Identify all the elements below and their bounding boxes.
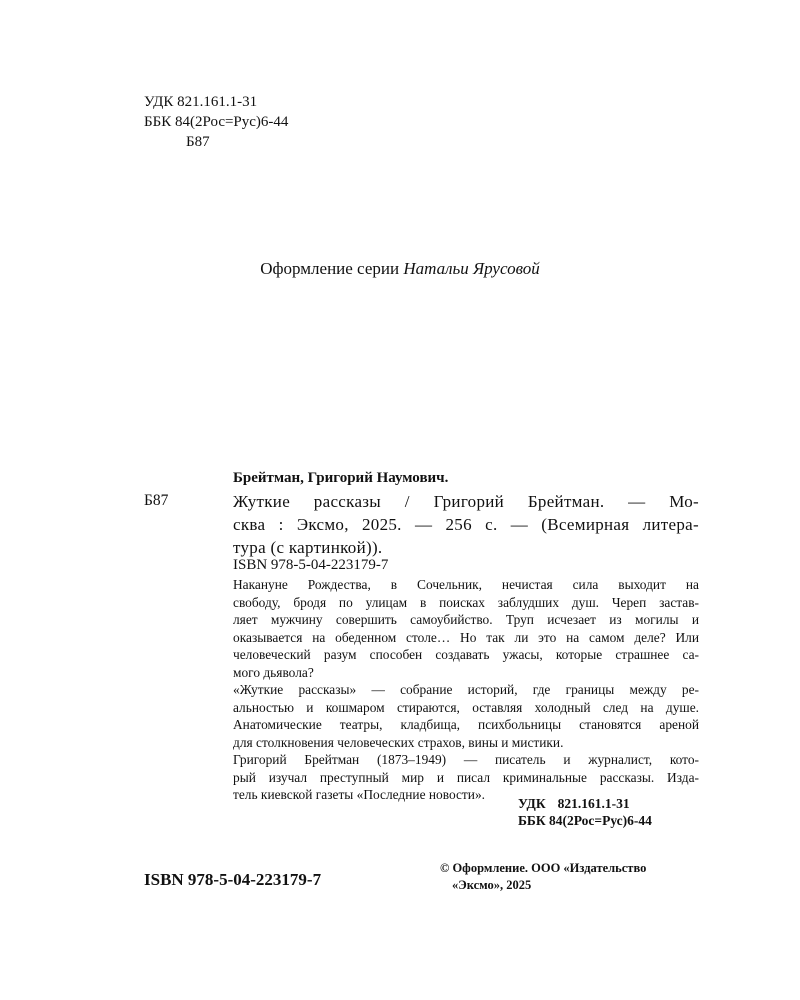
isbn-bottom: ISBN 978-5-04-223179-7	[144, 870, 322, 889]
record-author-mark: Б87	[144, 492, 169, 509]
annotation-line: Накануне Рождества, в Сочельник, нечистая сила выходит на	[233, 577, 699, 592]
record-isbn: ISBN 978-5-04-223179-7	[233, 557, 389, 573]
series-design-credit	[0, 259, 800, 279]
annotation-line: альностью и кошмаром стираются, оставляя холодный след на душе.	[233, 699, 699, 715]
annotation-line: для столкновения человеческих страхов, вины и мистики.	[233, 734, 564, 750]
annotation-line: человеческий разум способен создавать ужасы, которые страшнее са-	[233, 647, 699, 662]
description-line: сква : Эксмо, 2025. — 256 с. — (Всемирная литера-	[233, 515, 699, 534]
bbk-code: ББК 84(2Рос=Рус)6-44	[144, 114, 289, 130]
udk-line	[518, 795, 652, 812]
copyright-notice	[440, 860, 646, 894]
annotation-line: свободу, бродя по улицам в поисках заблудших душ. Череп застав-	[233, 594, 699, 610]
annotation-line: Анатомические театры, кладбища, психбольницы становятся ареной	[233, 717, 699, 732]
annotation-line: «Жуткие рассказы» — собрание историй, где границы между ре-	[233, 682, 699, 697]
udk-code: УДК 821.161.1-31	[144, 94, 258, 110]
copyright-line-1: © Оформление. ООО «Издательство	[440, 861, 647, 875]
author-mark: Б87	[186, 134, 210, 150]
annotation-line: оказывается на обеденном столе… Но так ли это на самом деле? Или	[233, 629, 699, 645]
series-designer-name: Натальи Ярусовой	[403, 259, 540, 278]
record-author: Брейтман, Григорий Наумович.	[233, 470, 449, 486]
bbk-line: ББК 84(2Рос=Рус)6-44	[518, 813, 652, 828]
annotation-line: Григорий Брейтман (1873–1949) — писатель и журналист, кото-	[233, 752, 699, 767]
udk-label: УДК	[518, 796, 546, 811]
top-classification-codes	[144, 92, 288, 152]
annotation-line: рый изучал преступный мир и писал криминальные рассказы. Изда-	[233, 769, 699, 785]
description-line: тура (с картинкой)).	[233, 538, 383, 557]
bibliographic-description	[233, 490, 699, 559]
series-design-prefix: Оформление серии	[260, 259, 400, 278]
description-line: Жуткие рассказы / Григорий Брейтман. — Мо-	[233, 492, 699, 511]
bottom-classification-codes	[518, 795, 652, 829]
annotation-line: мого дьявола?	[233, 664, 314, 680]
annotation	[233, 576, 699, 804]
copyright-line-2: «Эксмо», 2025	[452, 878, 532, 892]
annotation-line: ляет мужчину совершить самоубийство. Труп исчезает из могилы и	[233, 612, 699, 627]
annotation-line: тель киевской газеты «Последние новости».	[233, 787, 485, 802]
udk-value: 821.161.1-31	[557, 796, 630, 811]
